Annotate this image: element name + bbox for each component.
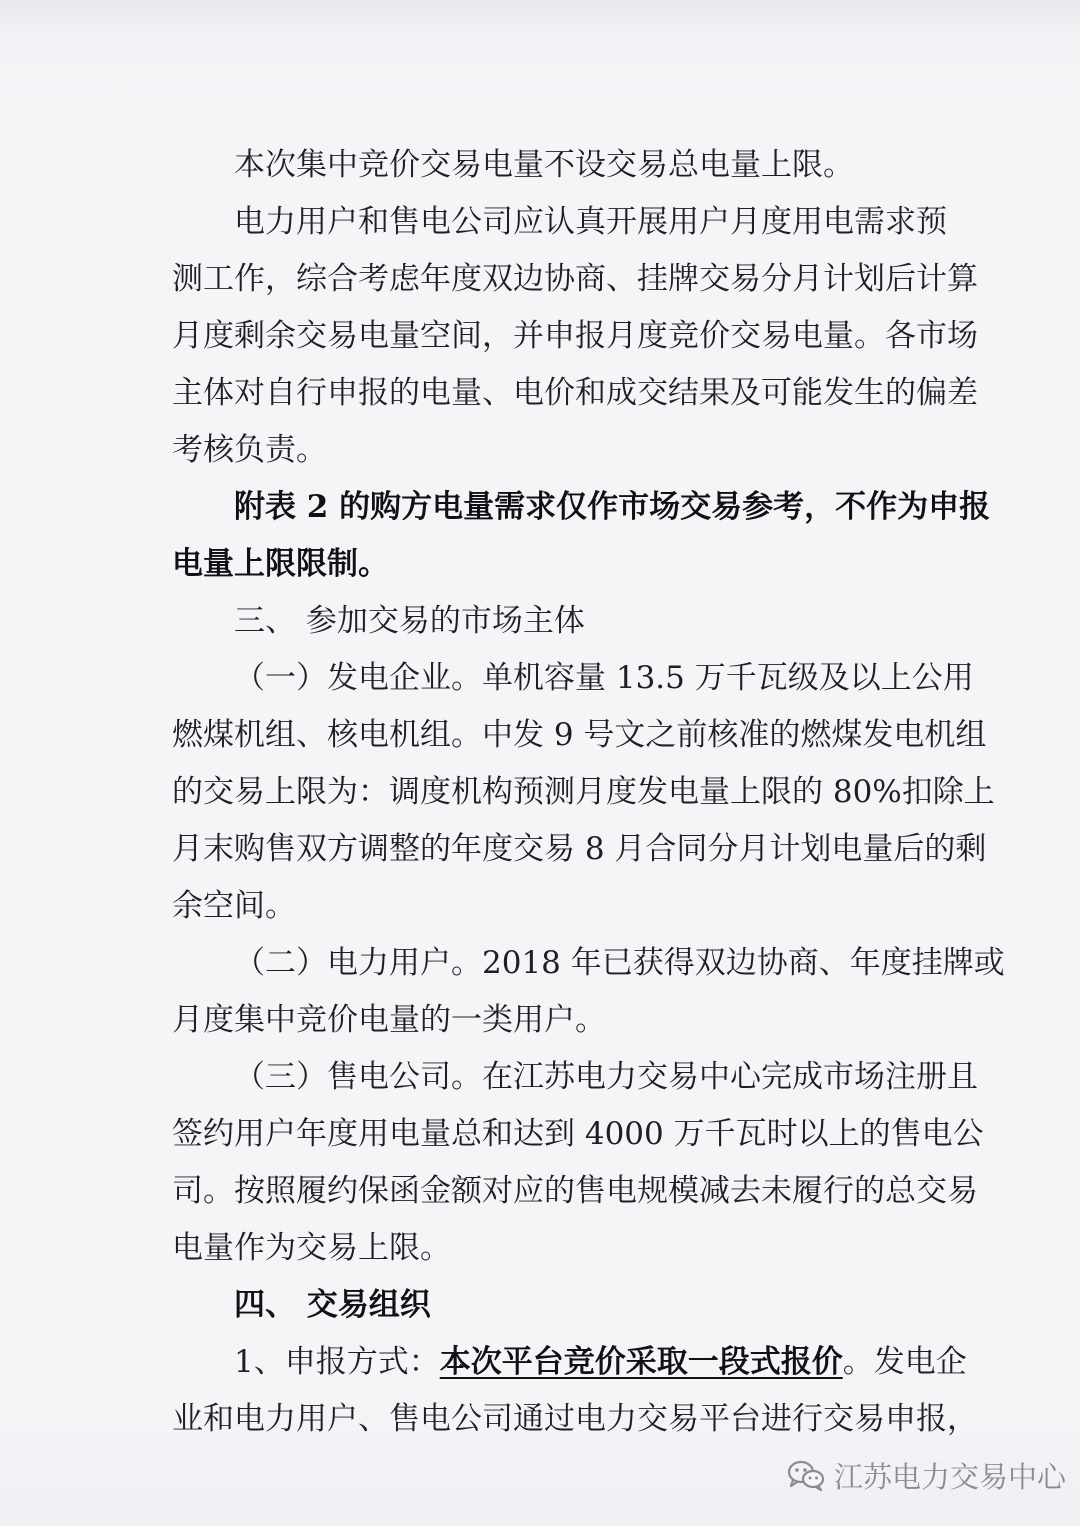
text-line: （二）电力用户。2018 年已获得双边协商、年度挂牌或 (234, 945, 1005, 981)
text-line: 业和电力用户、售电公司通过电力交易平台进行交易申报， (172, 1401, 978, 1437)
text-line-bold: 电量上限限制。 (172, 546, 389, 582)
text-line: 燃煤机组、核电机组。中发 9 号文之前核准的燃煤发电机组 (172, 717, 987, 753)
text-line: 余空间。 (172, 888, 296, 924)
text-line: 本次集中竞价交易电量不设交易总电量上限。 (234, 147, 854, 183)
text-line: 月末购售双方调整的年度交易 8 月合同分月计划电量后的剩 (172, 831, 987, 867)
text-line: 电量作为交易上限。 (172, 1230, 451, 1266)
wechat-watermark (786, 1452, 1066, 1498)
text-line: 月度剩余交易电量空间，并申报月度竞价交易电量。各市场 (172, 318, 978, 354)
wechat-icon (786, 1458, 826, 1492)
text-line: 的交易上限为：调度机构预测月度发电量上限的 80%扣除上 (172, 774, 995, 810)
text-line: （一）发电企业。单机容量 13.5 万千瓦级及以上公用 (234, 660, 974, 696)
text-line: 月度集中竞价电量的一类用户。 (172, 1002, 606, 1038)
section-heading: 四、 交易组织 (234, 1287, 431, 1323)
text-line-bold: 附表 2 的购方电量需求仅作市场交易参考，不作为申报 (234, 489, 991, 525)
text-line: 主体对自行申报的电量、电价和成交结果及可能发生的偏差 (172, 375, 978, 411)
text-fragment: 。发电企 (842, 1344, 967, 1380)
watermark-text: 江苏电力交易中心 (834, 1459, 1067, 1494)
text-line: 司。按照履约保函金额对应的售电规模减去未履行的总交易 (172, 1173, 978, 1209)
text-line-mixed (172, 1333, 967, 1391)
highlighted-phrase: 本次平台竞价采取一段式报价 (439, 1344, 843, 1380)
text-line: 签约用户年度用电量总和达到 4000 万千瓦时以上的售电公 (172, 1116, 984, 1152)
declaration-method-label: 1、申报方式： (234, 1344, 440, 1380)
text-line: 电力用户和售电公司应认真开展用户月度用电需求预 (234, 204, 947, 240)
text-line: 测工作，综合考虑年度双边协商、挂牌交易分月计划后计算 (172, 261, 978, 297)
text-line: （三）售电公司。在江苏电力交易中心完成市场注册且 (234, 1059, 978, 1095)
section-heading: 三、 参加交易的市场主体 (234, 603, 585, 639)
text-line: 考核负责。 (172, 432, 327, 468)
